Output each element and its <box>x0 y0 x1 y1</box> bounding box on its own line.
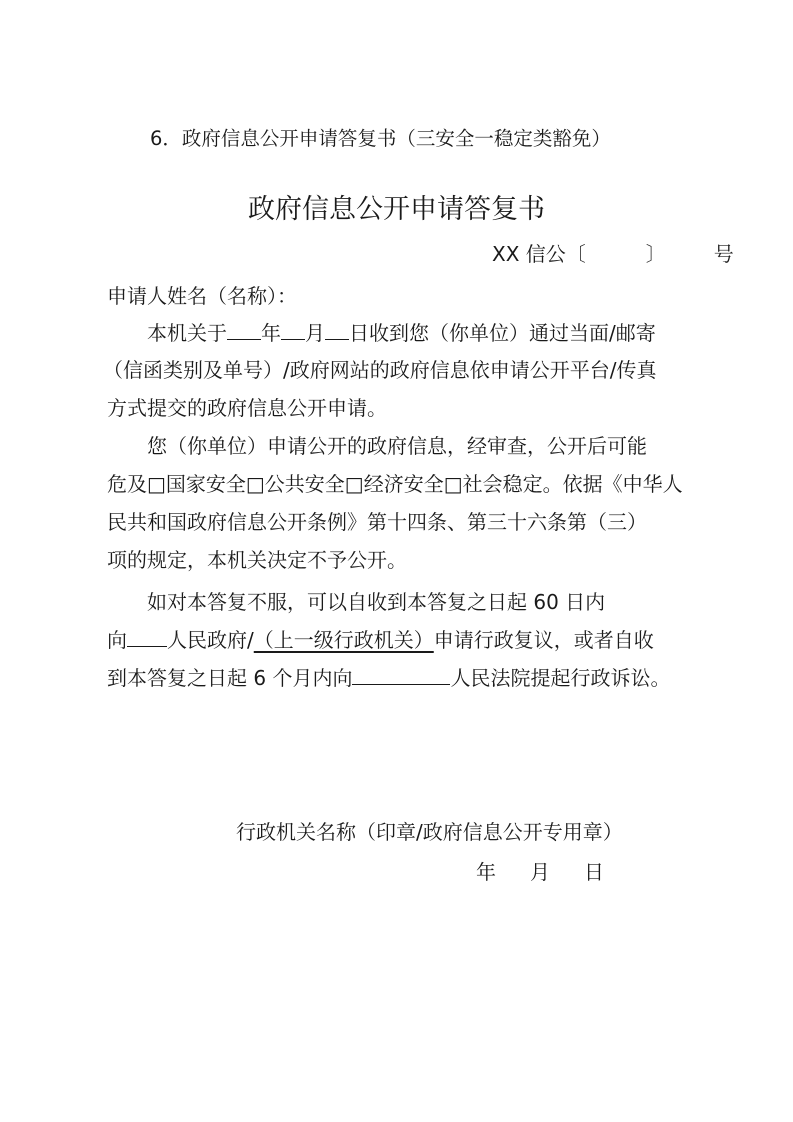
doc-number-suffix: 号 <box>713 242 734 266</box>
superior-agency-placeholder: （上一级行政机关） <box>253 628 434 652</box>
doc-number-prefix: XX 信公〔 <box>492 242 586 266</box>
document-title: 政府信息公开申请答复书 <box>248 194 545 225</box>
para2-line3: 民共和国政府信息公开条例》第十四条、第三十六条第（三） <box>107 510 647 534</box>
para3-line3: 到本答复之日起 6 个月内向 人民法院提起行政诉讼。 <box>107 666 671 690</box>
court-blank <box>352 666 450 685</box>
day-blank <box>325 321 349 340</box>
agency-signature: 行政机关名称（印章/政府信息公开专用章） <box>236 820 623 844</box>
signature-date <box>476 859 604 885</box>
para1-line1: 本机关于 年 月 日收到您（你单位）通过当面/邮寄 <box>147 321 656 345</box>
document-number <box>492 241 734 267</box>
para2-line1: 您（你单位）申请公开的政府信息，经审查，公开后可能 <box>147 434 647 458</box>
para3-line2: 向 人民政府/（上一级行政机关）申请行政复议，或者自收 <box>107 628 654 652</box>
para2-line2: 危及□国家安全□公共安全□经济安全□社会稳定。依据《中华人 <box>107 472 683 496</box>
doc-number-close: 〕 <box>645 242 666 266</box>
date-year: 年 <box>476 860 496 884</box>
section-heading: 6．政府信息公开申请答复书（三安全一稳定类豁免） <box>150 127 611 150</box>
salutation: 申请人姓名（名称）： <box>107 284 297 308</box>
year-blank <box>227 321 261 340</box>
para1-line2: （信函类别及单号）/政府网站的政府信息依申请公开平台/传真 <box>103 358 657 382</box>
para3-line1: 如对本答复不服，可以自收到本答复之日起 60 日内 <box>147 590 606 614</box>
government-blank <box>127 628 167 647</box>
date-day: 日 <box>584 860 604 884</box>
para1-line3: 方式提交的政府信息公开申请。 <box>107 396 387 420</box>
para2-line4: 项的规定，本机关决定不予公开。 <box>107 548 407 572</box>
date-month: 月 <box>530 860 550 884</box>
month-blank <box>281 321 305 340</box>
